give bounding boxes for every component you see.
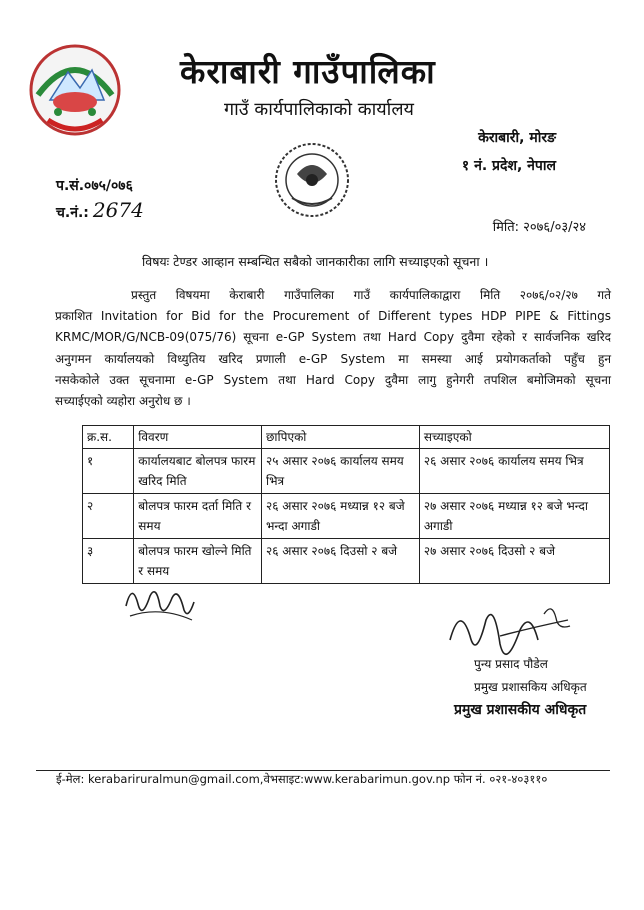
header-published: छापिएको [262,426,420,449]
table-header-row [83,426,610,449]
header-corrected: सच्याइएको [419,426,609,449]
dispatch-value: 2674 [92,198,144,222]
table-cell: बोलपत्र फारम दर्ता मिति र समय [134,494,262,539]
address-line-2: १ नं. प्रदेश, नेपाल [461,158,556,174]
table-cell: २ [83,494,134,539]
nepal-emblem-icon [20,40,130,140]
address-line-1: केराबारी, मोरङ [478,130,556,146]
correction-table [82,425,610,584]
table-cell: २६ असार २०७६ कार्यालय समय भित्र [419,449,609,494]
table-row [83,494,610,539]
footer-contact: ई-मेल: kerabariruralmun@gmail.com,वेभसाइट:www.kerabarimun.gov.np फोन नं. ०२१-४०३११० [56,772,548,786]
footer-divider [36,770,610,771]
table-cell: २५ असार २०७६ कार्यालय समय भित्र [262,449,420,494]
body-line: अनुगमन कार्यालयको विध्युतिय खरिद प्रणाली e-GP System मा समस्या आई प्रयोगकर्ताको पहुँच हुन [55,351,611,366]
left-signature-icon [120,576,200,626]
table-cell: २६ असार २०७६ मध्यान्न १२ बजे भन्दा अगाडी [262,494,420,539]
table-cell: २७ असार २०७६ दिउसो २ बजे [419,539,609,584]
table-cell: २७ असार २०७६ मध्यान्न १२ बजे भन्दा अगाडी [419,494,609,539]
office-seal-stamp-icon [262,136,362,224]
officer-post: प्रमुख प्रशासकिय अधिकृत [474,680,587,694]
subject-line: विषयः टेण्डर आव्हान सम्बन्धित सबैको जानकारीका लागि सच्याइएको सूचना । [142,254,489,269]
officer-post-stamp: प्रमुख प्रशासकीय अधिकृत [454,702,587,718]
officer-name: पुन्य प्रसाद पौडेल [474,657,548,671]
body-line: प्रस्तुत विषयमा केराबारी गाउँपालिका गाउँ कार्यपालिकाद्वारा मिति २०७६/०२/२७ गते [131,288,611,302]
table-cell: कार्यालयबाट बोलपत्र फारम खरिद मिति [134,449,262,494]
table-cell: ३ [83,539,134,584]
body-line: नसकेकोले उक्त सूचनामा e-GP System तथा Hard Copy दुवैमा लागु हुनेगरी तपशिल बमोजिमको सूचना [55,372,611,387]
header-description: विवरण [134,426,262,449]
letter-date: मिति: २०७६/०३/२४ [492,220,586,235]
table-cell: २६ असार २०७६ दिउसो २ बजे [262,539,420,584]
table-cell: बोलपत्र फारम खोल्ने मिति र समय [134,539,262,584]
body-line: सच्याईएको व्यहोरा अनुरोध छ । [55,394,191,409]
office-subtitle: गाउँ कार्यपालिकाको कार्यालय [224,99,414,120]
body-line: KRMC/MOR/G/NCB-09(075/76) सूचना e-GP System तथा Hard Copy दुवैमा रहेको र सार्वजनिक खरिद [55,330,611,345]
table-row [83,449,610,494]
dispatch-number [56,198,144,222]
table-cell: १ [83,449,134,494]
body-line: प्रकाशित Invitation for Bid for the Procurement of Different types HDP PIPE & Fittings [55,309,611,324]
header-serial: क्र.स. [83,426,134,449]
dispatch-label: च.नं.: [56,205,89,221]
body-paragraph [55,285,611,412]
reference-number: प.सं.०७५/०७६ [56,178,133,194]
office-title: केराबारी गाउँपालिका [180,52,436,91]
